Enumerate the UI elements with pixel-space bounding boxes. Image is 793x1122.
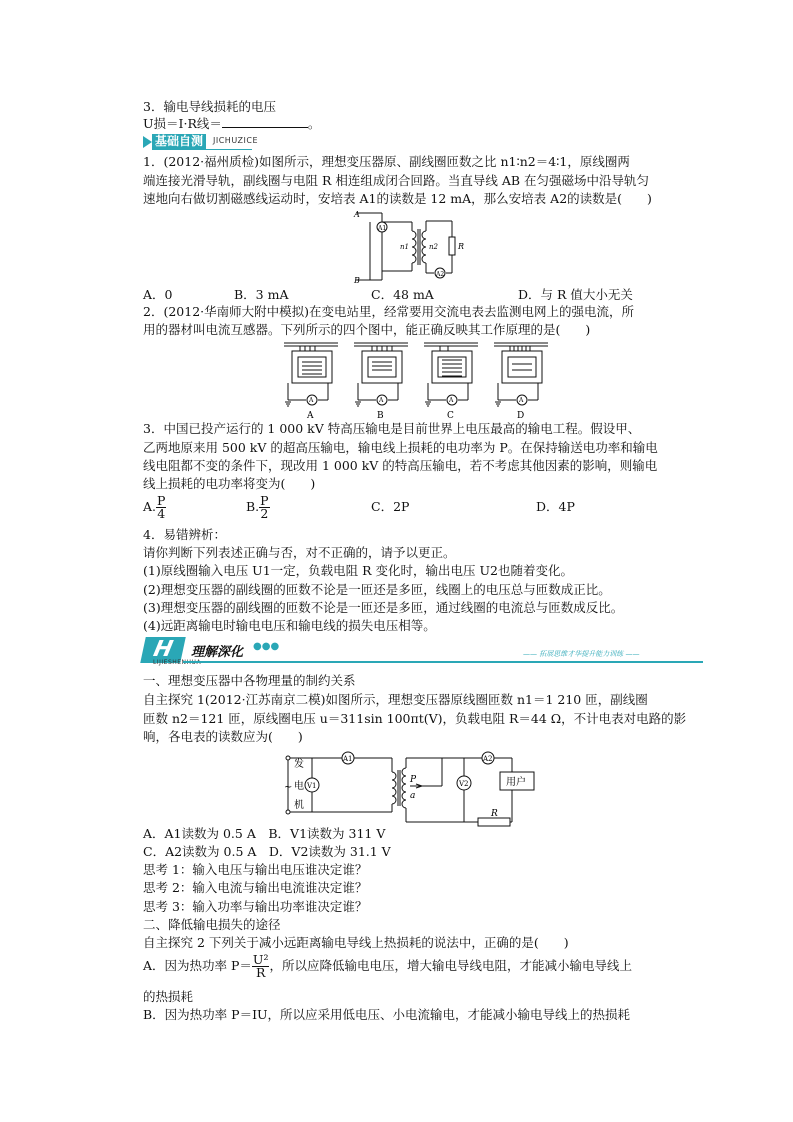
fraction-p-over-2 (259, 495, 269, 520)
figure-label-b: B (377, 411, 384, 420)
denominator: 2 (260, 506, 269, 521)
label-n2: n2 (429, 243, 438, 251)
banner-pinyin: JICHUZICE (213, 136, 259, 145)
label-R: R (491, 809, 498, 819)
banner-basic-test (143, 134, 259, 150)
sec2-option-b: B．因为热功率 P＝IU，所以应采用低电压、小电流输电，才能减小输电导线上的热损耗 (143, 1007, 631, 1022)
banner-underline (152, 149, 252, 150)
q1-line1: 1．(2012·福州质检)如图所示，理想变压器原、副线圈匝数之比 n1∶n2＝4∶1，原线圈两 (143, 154, 630, 169)
label-A: A (354, 210, 360, 219)
label-n1: n1 (400, 243, 409, 251)
q1-option-d: D．与 R 值大小无关 (518, 287, 633, 302)
q2-line2: 用的器材叫电流互感器。下列所示的四个图中，能正确反映其工作原理的是( ) (143, 322, 591, 337)
banner-deep-understanding (143, 637, 703, 667)
banner-title: 基础自测 (152, 134, 206, 149)
figure-label-d: D (517, 411, 525, 420)
formula-tail: 。 (307, 116, 321, 131)
sec1-line2: 匝数 n2＝121 匝，原线圈电压 u＝311sin 100πt(V)，负载电阻 R＝44 Ω，不计电表对电路的影 (143, 711, 687, 726)
q4-line2: 请你判断下列表述正确与否，对不正确的，请予以更正。 (143, 545, 456, 560)
blank-line (222, 116, 308, 128)
numerator: P (260, 493, 269, 508)
banner-pinyin: LIJIESHENHUA (153, 659, 202, 666)
label-v2: V2 (459, 780, 469, 788)
q3-line1: 3．中国已投产运行的 1 000 kV 特高压输电是目前世界上电压最高的输电工程。假设甲、 (143, 421, 641, 436)
label-B: B (354, 276, 360, 285)
sec2-line1: 自主探究 2 下列关于减小远距离输电导线上热损耗的说法中，正确的是( ) (143, 935, 569, 950)
sec2-option-a-line2: 的热损耗 (143, 989, 194, 1004)
ammeter-icon: A (309, 397, 314, 404)
label-user: 用户 (506, 777, 526, 788)
label-v1: V1 (307, 782, 317, 790)
label-a2: A2 (436, 271, 445, 278)
figure-label-c: C (447, 411, 454, 420)
numerator: P (157, 493, 166, 508)
section1-heading: 一、理想变压器中各物理量的制约关系 (143, 673, 356, 688)
option-prefix: A. (143, 499, 157, 514)
formula-text: U损＝I·R线＝ (143, 116, 222, 131)
q4-statement-2: (2)理想变压器的副线圈的匝数不论是一匝还是多匝，线圈上的电压总与匝数成正比。 (143, 582, 611, 597)
option-a-prefix: A．因为热功率 P＝ (143, 958, 252, 973)
q3-option-d: D．4P (536, 499, 575, 514)
numerator: U² (252, 952, 269, 967)
q3-option-c: C．2P (371, 499, 410, 514)
tilde-icon: ~ (284, 782, 293, 793)
sec1-circuit-figure (282, 746, 554, 832)
q1-option-c: C．48 mA (371, 287, 434, 302)
sec2-option-a (143, 952, 632, 980)
q4-statement-3: (3)理想变压器的副线圈的匝数不论是一匝还是多匝，通过线圈的电流总与匝数成反比。 (143, 600, 624, 615)
think-1: 思考 1：输入电压与输出电压谁决定谁？ (143, 862, 368, 877)
sec1-line1: 自主探究 1(2012·江苏南京二模)如图所示，理想变压器原线圈匝数 n1＝1 210 匝，副线圈 (143, 692, 648, 707)
formula-voltage-loss (143, 116, 320, 132)
ammeter-icon: A (449, 397, 454, 404)
banner-underline (183, 661, 703, 663)
q1-line3: 速地向右做切割磁感线运动时，安培表 A1的读数是 12 mA，那么安培表 A2的读数是( ) (143, 191, 652, 206)
denominator: R (255, 965, 266, 980)
banner-dots: ●●● (253, 641, 280, 652)
option-prefix: B. (246, 499, 260, 514)
sec1-options-line2: C．A2读数为 0.5 A D．V2读数为 31.1 V (143, 844, 391, 859)
q4-line1: 4．易错辨析： (143, 527, 226, 542)
sec1-line3: 响，各电表的读数应为( ) (143, 729, 303, 744)
q1-option-b: B．3 mA (234, 287, 289, 302)
section-heading-voltage-loss: 3．输电导线损耗的电压 (143, 99, 276, 114)
q2-current-transformer-figures (282, 338, 552, 420)
q3-option-a (143, 494, 166, 520)
q1-line2: 端连接光滑导轨，副线圈与电阻 R 相连组成闭合回路。当直导线 AB 在匀强磁场中沿导轨匀 (143, 173, 650, 188)
banner-motto: —— 拓展思维才华提升能力训练 —— (523, 650, 640, 658)
q3-line2: 乙两地原来用 500 kV 的超高压输电，输电线上损耗的电功率为 P。在保持输送电功率和输电 (143, 440, 658, 455)
label-a1: A1 (343, 755, 353, 763)
label-gen2: 电 (294, 781, 304, 792)
think-2: 思考 2：输入电流与输出电流谁决定谁？ (143, 880, 368, 895)
q3-line4: 线上损耗的电功率将变为( ) (143, 476, 316, 491)
denominator: 4 (157, 506, 166, 521)
q4-statement-4: (4)远距离输电时输电电压和输电线的损失电压相等。 (143, 618, 436, 633)
banner-title: 理解深化 (191, 645, 244, 660)
q3-line3: 线电阻都不变的条件下，现改用 1 000 kV 的特高压输电，若不考虑其他因素的影响，则输电 (143, 458, 658, 473)
q2-line1: 2．(2012·华南师大附中模拟)在变电站里，经常要用交流电表去监测电网上的强电流，所 (143, 304, 634, 319)
label-P: P (410, 775, 417, 785)
label-a: a (410, 791, 416, 801)
option-a-text: ，所以应降低输电电压，增大输电导线电阻，才能减小输电导线上 (269, 958, 632, 973)
think-3: 思考 3：输入功率与输出功率谁决定谁？ (143, 899, 368, 914)
q1-option-a: A．0 (143, 287, 173, 302)
label-gen3: 机 (294, 800, 304, 811)
q4-statement-1: (1)原线圈输入电压 U1一定，负载电阻 R 变化时，输出电压 U2也随着变化。 (143, 563, 573, 578)
q1-circuit-figure (352, 207, 472, 287)
figure-label-a: A (307, 411, 314, 420)
ammeter-icon: A (379, 397, 384, 404)
q3-option-b (246, 494, 270, 520)
fraction-u2-over-r (252, 954, 270, 979)
section2-heading: 二、降低输电损失的途径 (143, 917, 281, 932)
label-R: R (458, 242, 465, 251)
banner-arrow-icon (143, 136, 152, 148)
sec1-options-line1: A．A1读数为 0.5 A B．V1读数为 311 V (143, 826, 386, 841)
ammeter-icon: A (519, 397, 524, 404)
label-gen1: 发 (294, 759, 304, 770)
fraction-p-over-4 (156, 495, 166, 520)
label-a2: A2 (483, 755, 493, 763)
banner-logo-icon: H (140, 637, 186, 663)
label-a1: A1 (378, 225, 387, 232)
